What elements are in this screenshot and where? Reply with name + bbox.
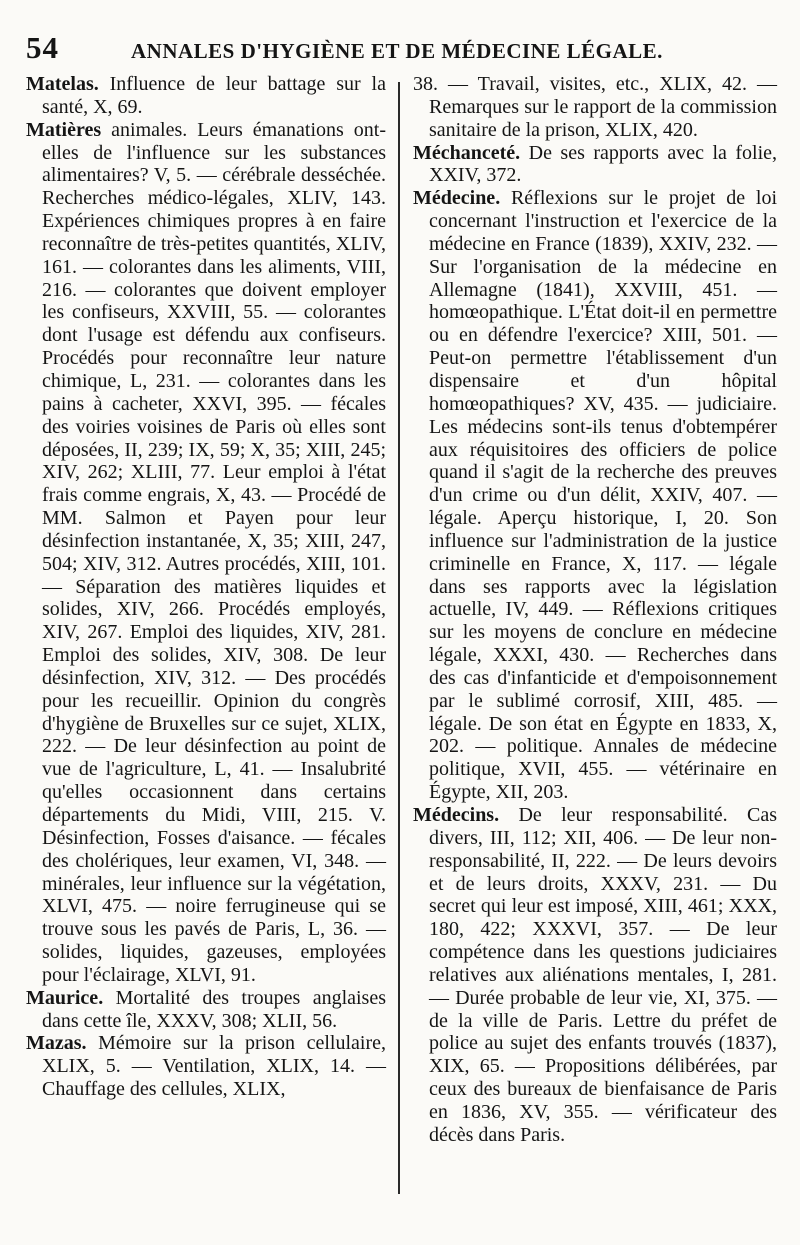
index-entry	[26, 119, 386, 987]
index-entry	[26, 73, 386, 119]
entry-heading: Médecine.	[413, 187, 501, 210]
entry-heading: Méchanceté.	[413, 141, 521, 164]
index-entry	[413, 187, 777, 804]
entry-heading: Médecins.	[413, 804, 500, 826]
index-entry	[26, 1032, 386, 1101]
entry-text: De ses rapports avec la folie, XXIV, 372.	[429, 141, 777, 187]
entry-heading: Matières	[26, 118, 102, 141]
entry-text: De leur responsabilité. Cas divers, III, 112; XII, 406. — De leur non-responsabilité, II, 222. — De leurs devoirs et de leurs droits, XXXV, 231. — Du secret qui leur est imposé, XIII, 461; XXX, 180, 422; XXXVI, 357. — De leur compétence dans les questions judiciaires relatives aux aliénations mentales, I, 281. — Durée probable de leur vie, XI, 375. — de la ville de Paris. Lettre du préfet de police au sujet des enfants trouvés (1837), XIX, 65. — Propositions délibérées, par ceux des bureaux de bienfaisance de Paris en 1836, XV, 355. — vérificateur des décès dans Paris.	[429, 804, 778, 1146]
page-header	[26, 30, 786, 70]
right-column	[413, 73, 777, 1147]
running-title: ANNALES D'HYGIÈNE ET DE MÉDECINE LÉGALE.	[131, 39, 663, 63]
page-number: 54	[26, 30, 59, 65]
left-column	[26, 73, 386, 1101]
index-entry	[26, 987, 386, 1033]
index-entry-continued	[413, 73, 777, 142]
index-entry	[413, 142, 777, 188]
entry-text: Mémoire sur la prison cellulaire, XLIX, 5. — Ventilation, XLIX, 14. — Chauffage des cellules, XLIX,	[42, 1032, 386, 1101]
index-entry	[413, 804, 777, 1147]
entry-heading: Maurice.	[26, 986, 104, 1009]
entry-text: Influence de leur battage sur la santé, X, 69.	[42, 73, 386, 118]
entry-text: animales. Leurs émanations ont-elles de l'influence sur les substances alimentaires? V, 5. — cérébrale desséchée. Recherches médico-légales, XLIV, 143. Expériences chimiques propres à en faire reconnaître de très-petites quantités, XLIV, 161. — colorantes dans les aliments, VIII, 216. — colorantes que doivent employer les confiseurs, XXVIII, 55. — colorantes dont l'usage est défendu aux confiseurs. Procédés pour reconnaître leur nature chimique, L, 231. — colorantes dans les pains à cacheter, XXVI, 395. — fécales des voiries voisines de Paris où elles sont déposées, II, 239; IX, 59; X, 35; XIII, 245; XIV, 262; XLIII, 77. Leur emploi à l'état frais comme engrais, X, 43. — Procédé de MM. Salmon et Payen pour leur désinfection instantanée, X, 35; XIII, 247, 504; XIV, 312. Autres procédés, XIII, 101. — Séparation des matières liquides et solides, XIV, 266. Procédés employés, XIV, 267. Emploi des liquides, XIV, 281. Emploi des solides, XIV, 308. De leur désinfection, XIV, 312. — Des procédés pour les recueillir. Opinion du congrès d'hygiène de Bruxelles sur ce sujet, XLIX, 222. — De leur désinfection au point de vue de l'agriculture, L, 41. — Insalubrité qu'elles occasionnent dans certains départements du Midi, VIII, 215. V. Désinfection, Fosses d'aisance. — fécales des cholériques, leur examen, VI, 348. — minérales, leur influence sur la végétation, XLVI, 475. — noire ferrugineuse qui se trouve sous les pavés de Paris, L, 36. — solides, liquides, gazeuses, employées pour l'éclairage, XLVI, 91.	[42, 118, 387, 986]
entry-heading: Mazas.	[26, 1032, 87, 1055]
column-divider	[398, 82, 400, 1194]
entry-heading: Matelas.	[26, 73, 99, 95]
entry-text: Réflexions sur le projet de loi concernant l'instruction et l'exercice de la médecine en France (1839), XXIV, 232. — Sur l'organisation de la médecine en Allemagne (1841), XXVIII, 451. — homœopathique. L'État doit-il en permettre ou en défendre l'exercice? XIII, 501. — Peut-on permettre l'établissement d'un dispensaire et d'un hôpital homœopathiques? XV, 435. — judiciaire. Les médecins sont-ils tenus d'obtempérer aux réquisitoires des officiers de police quand il s'agit de la recherche des preuves d'un crime ou d'un délit, XXIV, 407. — légale. Aperçu historique, I, 20. Son influence sur l'administration de la justice criminelle en France, X, 117. — légale dans ses rapports avec la législation actuelle, IV, 449. — Réflexions critiques sur les moyens de conclure en médecine légale, XXXI, 430. — Recherches dans des cas d'infanticide et d'empoisonnement par le sublimé corrosif, XIII, 485. — légale. De son état en Égypte en 1833, X, 202. — politique. Annales de médecine politique, XVII, 455. — vétérinaire en Égypte, XII, 203.	[429, 187, 778, 804]
entry-text: Mortalité des troupes anglaises dans cette île, XXXV, 308; XLII, 56.	[42, 986, 386, 1032]
entry-text: 38. — Travail, visites, etc., XLIX, 42. — Remarques sur le rapport de la commission sanitaire de la prison, XLIX, 420.	[413, 73, 777, 141]
